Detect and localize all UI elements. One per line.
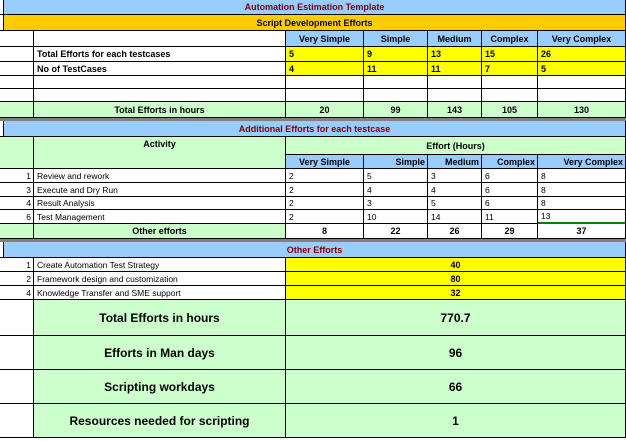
summary-value[interactable]: 96 bbox=[286, 336, 626, 370]
other-item-value[interactable]: 32 bbox=[286, 286, 626, 300]
other-item-value[interactable]: 40 bbox=[286, 258, 626, 272]
other-efforts-header-row bbox=[0, 242, 626, 258]
activity-value[interactable]: 3 bbox=[428, 169, 482, 183]
script-total-row bbox=[0, 102, 626, 118]
summary-row bbox=[0, 300, 626, 336]
activity-value[interactable]: 6 bbox=[482, 183, 538, 197]
other-efforts-value[interactable]: 37 bbox=[538, 224, 626, 239]
testcases-label[interactable]: No of TestCases bbox=[34, 62, 286, 76]
activity-header[interactable]: Activity bbox=[34, 137, 286, 169]
summary-row bbox=[0, 370, 626, 404]
activity-value[interactable]: 13 bbox=[538, 210, 626, 224]
script-total-value[interactable]: 20 bbox=[286, 102, 364, 118]
testcases-value[interactable]: 11 bbox=[364, 62, 428, 76]
activity-value[interactable]: 2 bbox=[286, 210, 364, 224]
add-col-very-complex[interactable]: Very Complex bbox=[538, 155, 626, 169]
summary-row bbox=[0, 336, 626, 370]
other-item-row bbox=[0, 286, 626, 300]
add-col-simple[interactable]: Simple bbox=[364, 155, 428, 169]
col-header-very-complex[interactable]: Very Complex bbox=[538, 31, 626, 47]
other-efforts-value[interactable]: 8 bbox=[286, 224, 364, 239]
efforts-value[interactable]: 9 bbox=[364, 47, 428, 62]
activity-row bbox=[0, 169, 626, 183]
script-total-value[interactable]: 130 bbox=[538, 102, 626, 118]
activity-value[interactable]: 6 bbox=[482, 197, 538, 210]
activity-value[interactable]: 8 bbox=[538, 169, 626, 183]
testcases-row bbox=[0, 62, 626, 76]
activity-num[interactable]: 1 bbox=[0, 169, 34, 183]
other-efforts-value[interactable]: 29 bbox=[482, 224, 538, 239]
testcases-value[interactable]: 4 bbox=[286, 62, 364, 76]
summary-label[interactable]: Total Efforts in hours bbox=[34, 300, 286, 336]
additional-header[interactable]: Additional Efforts for each testcase bbox=[4, 121, 626, 137]
add-col-medium[interactable]: Medium bbox=[428, 155, 482, 169]
activity-value[interactable]: 2 bbox=[286, 183, 364, 197]
testcases-value[interactable]: 11 bbox=[428, 62, 482, 76]
additional-columns-row bbox=[0, 155, 626, 169]
activity-name[interactable]: Execute and Dry Run bbox=[34, 183, 286, 197]
other-item-num[interactable]: 4 bbox=[0, 286, 34, 300]
other-item-label[interactable]: Framework design and customization bbox=[34, 272, 286, 286]
activity-value[interactable]: 2 bbox=[286, 169, 364, 183]
other-item-label[interactable]: Create Automation Test Strategy bbox=[34, 258, 286, 272]
additional-group-header-row bbox=[0, 137, 626, 155]
activity-row bbox=[0, 183, 626, 197]
activity-num[interactable]: 6 bbox=[0, 210, 34, 224]
activity-name[interactable]: Test Management bbox=[34, 210, 286, 224]
activity-name[interactable]: Review and rework bbox=[34, 169, 286, 183]
testcases-value[interactable]: 5 bbox=[538, 62, 626, 76]
other-item-num[interactable]: 2 bbox=[0, 272, 34, 286]
activity-value[interactable]: 2 bbox=[286, 197, 364, 210]
summary-label[interactable]: Scripting workdays bbox=[34, 370, 286, 404]
activity-value[interactable]: 10 bbox=[364, 210, 428, 224]
script-total-value[interactable]: 99 bbox=[364, 102, 428, 118]
page-title[interactable]: Automation Estimation Template bbox=[4, 0, 626, 15]
other-efforts-value[interactable]: 22 bbox=[364, 224, 428, 239]
activity-value[interactable]: 6 bbox=[482, 169, 538, 183]
activity-value[interactable]: 5 bbox=[364, 169, 428, 183]
other-efforts-label[interactable]: Other efforts bbox=[34, 224, 286, 239]
script-total-value[interactable]: 105 bbox=[482, 102, 538, 118]
script-total-label[interactable]: Total Efforts in hours bbox=[34, 102, 286, 118]
effort-hours-header[interactable]: Effort (Hours) bbox=[286, 137, 626, 155]
col-header-complex[interactable]: Complex bbox=[482, 31, 538, 47]
activity-num[interactable]: 4 bbox=[0, 197, 34, 210]
efforts-value[interactable]: 15 bbox=[482, 47, 538, 62]
col-header-very-simple[interactable]: Very Simple bbox=[286, 31, 364, 47]
other-item-row bbox=[0, 258, 626, 272]
summary-label[interactable]: Efforts in Man days bbox=[34, 336, 286, 370]
summary-value[interactable]: 1 bbox=[286, 404, 626, 438]
efforts-label[interactable]: Total Efforts for each testcases bbox=[34, 47, 286, 62]
other-item-value[interactable]: 80 bbox=[286, 272, 626, 286]
other-item-num[interactable]: 1 bbox=[0, 258, 34, 272]
other-item-row bbox=[0, 272, 626, 286]
efforts-value[interactable]: 26 bbox=[538, 47, 626, 62]
summary-row bbox=[0, 404, 626, 438]
other-efforts-row bbox=[0, 224, 626, 239]
activity-value[interactable]: 5 bbox=[428, 197, 482, 210]
activity-value[interactable]: 4 bbox=[364, 183, 428, 197]
summary-label[interactable]: Resources needed for scripting bbox=[34, 404, 286, 438]
empty-row bbox=[0, 89, 626, 102]
other-efforts-value[interactable]: 26 bbox=[428, 224, 482, 239]
activity-row bbox=[0, 210, 626, 224]
activity-value[interactable]: 8 bbox=[538, 197, 626, 210]
efforts-value[interactable]: 5 bbox=[286, 47, 364, 62]
activity-value[interactable]: 8 bbox=[538, 183, 626, 197]
activity-num[interactable]: 3 bbox=[0, 183, 34, 197]
other-efforts-header[interactable]: Other Efforts bbox=[4, 242, 626, 258]
summary-value[interactable]: 770.7 bbox=[286, 300, 626, 336]
activity-name[interactable]: Result Analysis bbox=[34, 197, 286, 210]
empty-row bbox=[0, 76, 626, 89]
additional-header-row bbox=[0, 121, 626, 137]
efforts-row bbox=[0, 47, 626, 62]
add-col-complex[interactable]: Complex bbox=[482, 155, 538, 169]
title-row bbox=[0, 0, 626, 15]
efforts-value[interactable]: 13 bbox=[428, 47, 482, 62]
activity-value[interactable]: 4 bbox=[428, 183, 482, 197]
script-dev-header[interactable]: Script Development Efforts bbox=[4, 15, 626, 31]
script-dev-header-row bbox=[0, 15, 626, 31]
activity-row bbox=[0, 197, 626, 210]
activity-value[interactable]: 3 bbox=[364, 197, 428, 210]
col-header-simple[interactable]: Simple bbox=[364, 31, 428, 47]
activity-value[interactable]: 14 bbox=[428, 210, 482, 224]
script-total-value[interactable]: 143 bbox=[428, 102, 482, 118]
other-item-label[interactable]: Knowledge Transfer and SME support bbox=[34, 286, 286, 300]
testcases-value[interactable]: 7 bbox=[482, 62, 538, 76]
script-dev-columns-row bbox=[0, 31, 626, 47]
add-col-very-simple[interactable]: Very Simple bbox=[286, 155, 364, 169]
activity-value[interactable]: 11 bbox=[482, 210, 538, 224]
col-header-medium[interactable]: Medium bbox=[428, 31, 482, 47]
summary-value[interactable]: 66 bbox=[286, 370, 626, 404]
